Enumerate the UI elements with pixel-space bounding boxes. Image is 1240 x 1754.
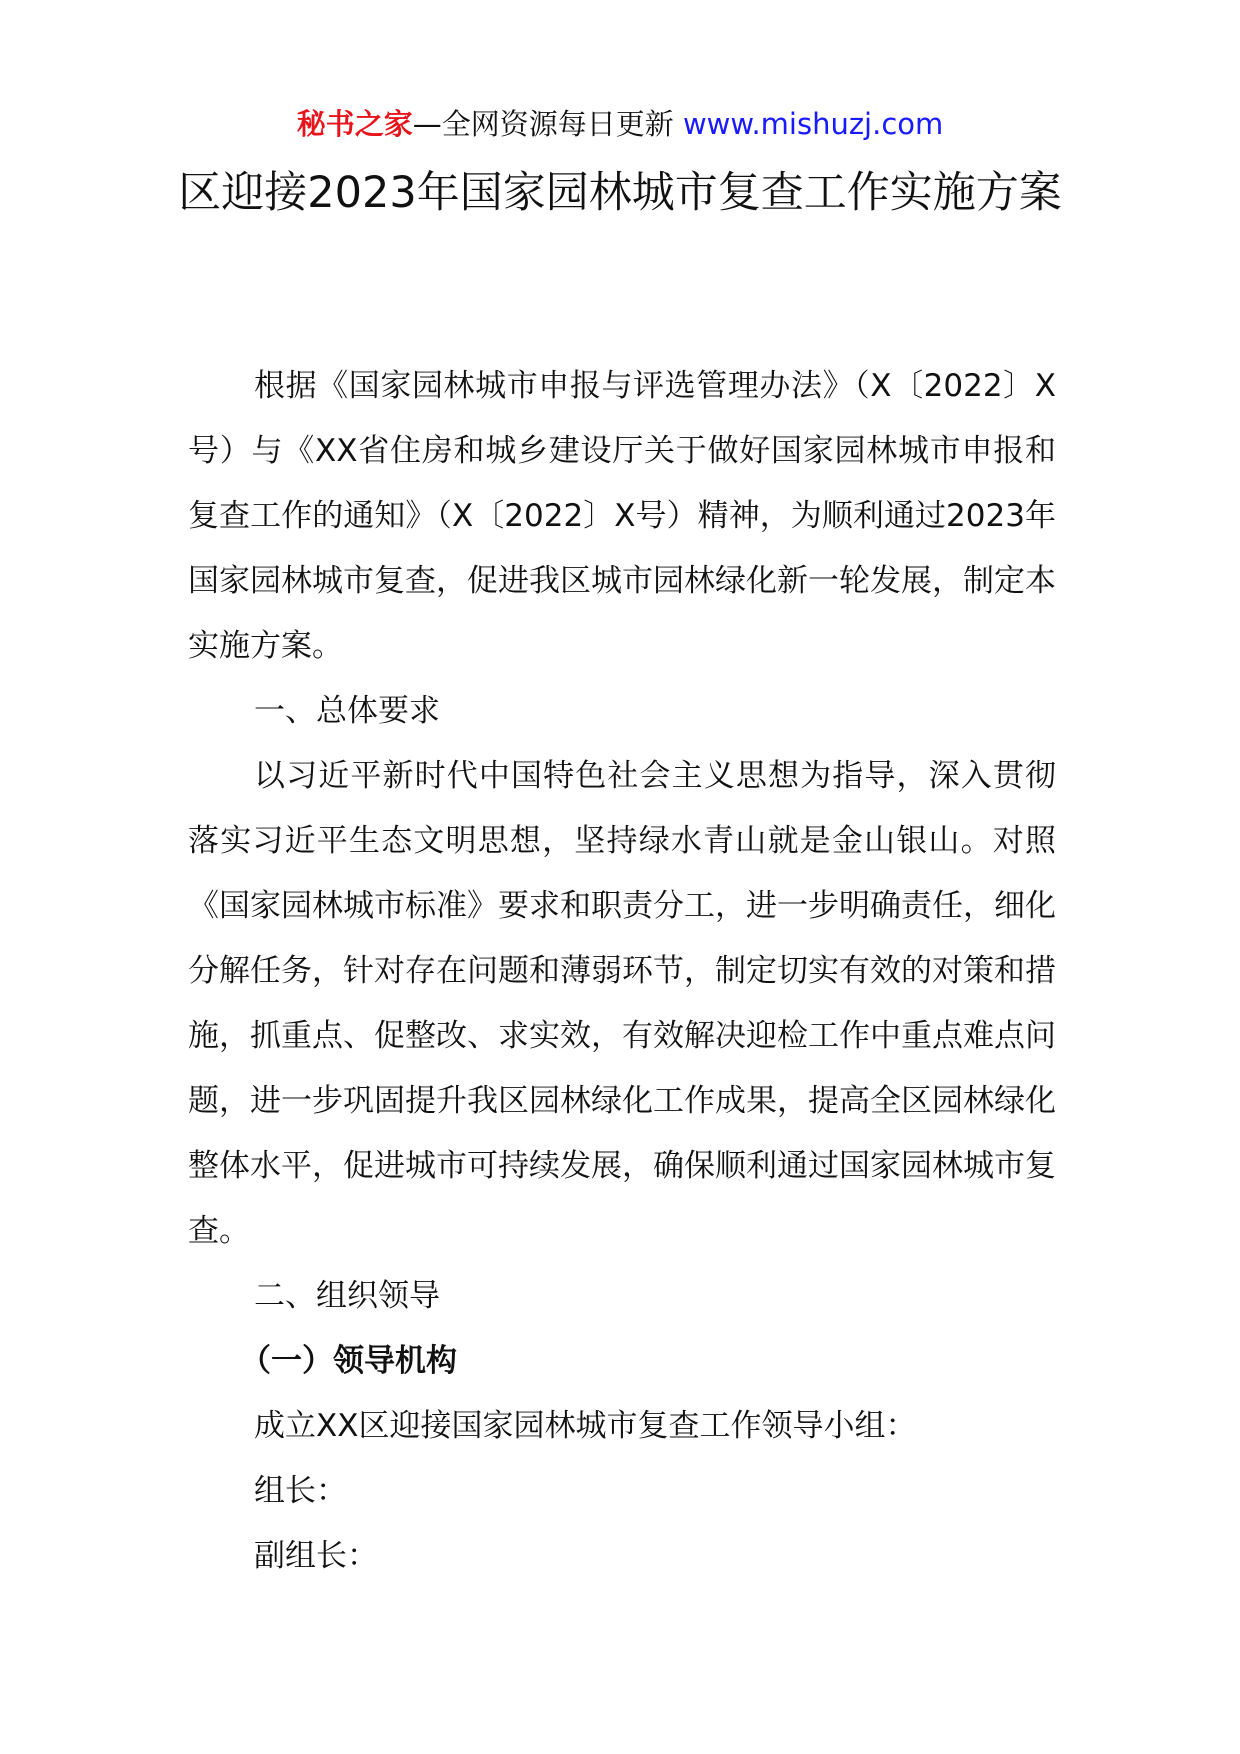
banner-tagline: —全网资源每日更新 — [412, 107, 683, 141]
section-heading-general-requirements: 一、总体要求 — [254, 693, 440, 729]
general-requirements-paragraph: 以习近平新时代中国特色社会主义思想为指导，深入贯彻落实习近平生态文明思想，坚持绿水青山就是金山银山。对照《国家园林城市标准》要求和职责分工，进一步明确责任，细化分解任务，针对存在问题和薄弱环节，制定切实有效的对策和措施，抓重点、促整改、求实效，有效解决迎检工作中重点难点问题，进一步巩固提升我区园林绿化工作成果，提高全区园林绿化整体水平，促进城市可持续发展，确保顺利通过国家园林城市复查。 — [188, 758, 1056, 1249]
banner-site-url[interactable]: www.mishuzj.com — [682, 107, 944, 141]
deputy-leader-label: 副组长： — [254, 1538, 378, 1574]
intro-paragraph: 根据《国家园林城市申报与评选管理办法》（X〔2022〕X号）与《XX省住房和城乡建设厅关于做好国家园林城市申报和复查工作的通知》（X〔2022〕X号）精神，为顺利通过2023年国家园林城市复查，促进我区城市园林绿化新一轮发展，制定本实施方案。 — [188, 368, 1056, 664]
document-body — [188, 354, 1056, 1589]
subsection-heading-leadership: （一）领导机构 — [240, 1343, 457, 1379]
leader-label: 组长： — [254, 1473, 347, 1509]
site-banner — [0, 102, 1240, 146]
leadership-group-paragraph: 成立XX区迎接国家园林城市复查工作领导小组： — [254, 1408, 917, 1444]
section-heading-organization: 二、组织领导 — [254, 1278, 440, 1314]
document-title: 区迎接2023年国家园林城市复查工作实施方案 — [178, 168, 1062, 218]
banner-brand: 秘书之家 — [296, 107, 413, 141]
